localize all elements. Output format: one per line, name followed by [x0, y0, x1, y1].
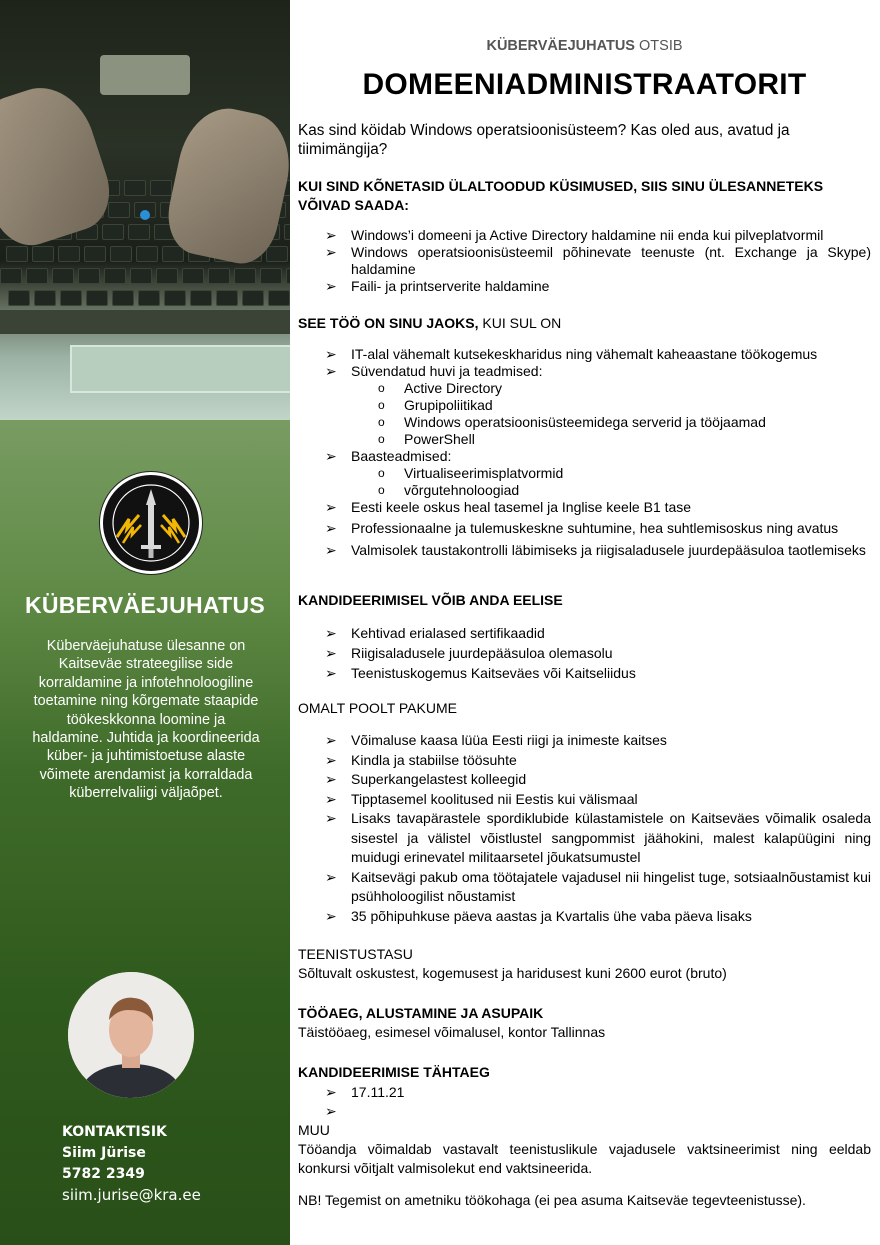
list-item — [298, 520, 871, 537]
right-hand — [161, 100, 290, 270]
contact-avatar — [68, 972, 194, 1098]
keyboard-row — [8, 290, 290, 304]
bullet-arrow-icon: ➢ — [325, 771, 337, 787]
bullet-arrow-icon: ➢ — [325, 278, 337, 294]
bullet-circle-icon: o — [378, 398, 385, 412]
list-item — [298, 643, 871, 663]
sublist-item-text: Grupipoliitikad — [404, 397, 493, 413]
bullet-arrow-icon: ➢ — [325, 520, 337, 536]
requirements-heading — [298, 314, 871, 333]
list-item — [298, 868, 871, 907]
list-item — [298, 227, 871, 244]
list-item-text: Lisaks tavapärastele spordiklubide külastamistele on Kaitseväes võimalik osaleda sisestel ja välistel võistlustel sangpommist jäähokini, malest kalapüügini ning muidugi erinevatel militaarsetel jõukatsumustel — [351, 810, 871, 865]
sublist — [351, 465, 871, 499]
list-item — [298, 448, 871, 499]
list-item-text: Teenistuskogemus Kaitseväes või Kaitseliidus — [351, 665, 636, 681]
deadline-date: 17.11.21 — [351, 1084, 405, 1100]
list-item-text: Valmisolek taustakontrolli läbimiseks ja riigisaladusele juurdepääsuloa taotlemiseks — [351, 542, 866, 558]
laptop-trackpad-reflection — [70, 345, 290, 393]
sidebar — [0, 0, 290, 1245]
list-item — [298, 907, 871, 927]
list-item-text: Süvendatud huvi ja teadmised: — [351, 363, 543, 379]
list-item — [298, 809, 871, 868]
kicker-seeks: OTSIB — [634, 38, 683, 54]
requirements-list — [298, 346, 871, 560]
list-item-text: Tipptasemel koolitused nii Eestis kui välismaal — [351, 790, 638, 807]
touchpad — [100, 55, 190, 95]
sublist-item — [298, 380, 871, 397]
list-item-text: Windows’i domeeni ja Active Directory haldamine nii enda kui pilveplatvormil — [351, 227, 824, 243]
list-item — [298, 751, 871, 771]
other-note: NB! Tegemist on ametniku töökohaga (ei pea asuma Kaitseväe tegevteenistusse). — [298, 1192, 806, 1208]
bullet-arrow-icon: ➢ — [325, 645, 337, 661]
intro-text: Kas sind köidab Windows operatsioonisüsteem? Kas oled aus, avatud ja tiimimängija? — [298, 122, 790, 158]
org-description: Küberväejuhatuse ülesanne on Kaitseväe strateegilise side korraldamine ja infotehnoloogiline toetamine ning kõrgemate staapide töökeskkonna loomine ja haldamine. Juhtida ja koordineerida küber- ja juhtimistoetuse alaste võimete arendamist ja korraldada küberrelvaliigi väljaõpet. — [32, 638, 260, 802]
list-item — [298, 278, 871, 295]
tasks-heading: KUI SIND KÕNETASID ÜLALTOODUD KÜSIMUSED, SIIS SINU ÜLESANNETEKS VÕIVAD SAADA: — [298, 178, 824, 213]
list-item — [298, 363, 871, 448]
list-item — [298, 1083, 871, 1102]
bullet-arrow-icon: ➢ — [325, 732, 337, 748]
bullet-arrow-icon: ➢ — [325, 665, 337, 681]
bullet-arrow-icon: ➢ — [325, 448, 337, 464]
bullet-circle-icon: o — [378, 432, 385, 446]
list-item — [298, 731, 871, 751]
contact-phone: 5782 2349 — [62, 1166, 145, 1182]
offer-list — [298, 731, 871, 926]
bullet-arrow-icon: ➢ — [325, 868, 337, 885]
keyboard-led — [140, 210, 150, 220]
list-item — [298, 623, 871, 643]
requirements-heading-bold: SEE TÖÖ ON SINU JAOKS, — [298, 315, 479, 331]
salary-text: Sõltuvalt oskustest, kogemusest ja haridusest kuni 2600 eurot (bruto) — [298, 965, 727, 981]
sublist — [351, 380, 871, 448]
bullet-arrow-icon: ➢ — [325, 542, 337, 558]
other-heading: MUU — [298, 1122, 330, 1138]
list-item — [298, 790, 871, 810]
bullet-arrow-icon: ➢ — [325, 499, 337, 515]
kicker-org: KÜBERVÄEJUHATUS — [486, 38, 635, 54]
bullet-arrow-icon: ➢ — [325, 363, 337, 379]
list-item-text: Eesti keele oskus heal tasemel ja Inglise keele B1 tase — [351, 499, 692, 515]
list-item-text: Kindla ja stabiilse töösuhte — [351, 751, 517, 768]
worktime-heading: TÖÖAEG, ALUSTAMINE JA ASUPAIK — [298, 1005, 544, 1021]
sublist-item — [298, 397, 871, 414]
bullet-arrow-icon: ➢ — [325, 1084, 337, 1100]
org-title: KÜBERVÄEJUHATUS — [24, 592, 266, 618]
bullet-circle-icon: o — [378, 381, 385, 395]
sublist-item — [298, 465, 871, 482]
bullet-circle-icon: o — [378, 415, 385, 429]
deadline-list — [298, 1083, 871, 1119]
list-item — [298, 541, 871, 560]
contact-block — [62, 1122, 201, 1206]
bullet-arrow-icon: ➢ — [325, 751, 337, 768]
contact-label: KONTAKTISIK — [62, 1124, 167, 1140]
list-item-text: Baasteadmised: — [351, 448, 452, 464]
deadline-heading: KANDIDEERIMISE TÄHTAEG — [298, 1064, 490, 1080]
sublist-item-text: Windows operatsioonisüsteemidega serverid ja tööjaamad — [404, 414, 766, 430]
list-item-text: Professionaalne ja tulemuskeskne suhtumine, hea suhtlemisoskus ning avatus — [351, 520, 839, 536]
sublist-item-text: PowerShell — [404, 431, 475, 447]
sublist-item-text: Virtualiseerimisplatvormid — [404, 465, 564, 481]
contact-email[interactable]: siim.jurise@kra.ee — [62, 1186, 201, 1204]
bullet-arrow-icon: ➢ — [325, 346, 337, 362]
advantages-list — [298, 623, 871, 683]
kicker — [298, 38, 871, 54]
salary-heading: TEENISTUSTASU — [298, 946, 413, 962]
contact-name: Siim Jürise — [62, 1145, 146, 1161]
bullet-arrow-icon: ➢ — [325, 810, 337, 826]
list-item-text: Võimaluse kaasa lüüa Eesti riigi ja inimeste kaitses — [351, 732, 667, 748]
bullet-circle-icon: o — [378, 483, 385, 497]
bullet-circle-icon: o — [378, 466, 385, 480]
list-item — [298, 244, 871, 278]
requirements-heading-rest: KUI SUL ON — [478, 315, 562, 331]
keyboard-row — [0, 268, 290, 282]
cyber-command-emblem — [100, 472, 202, 574]
list-item — [298, 499, 871, 516]
bullet-arrow-icon: ➢ — [325, 907, 337, 924]
list-item — [298, 770, 871, 790]
bullet-arrow-icon: ➢ — [325, 790, 337, 807]
offer-heading: OMALT POOLT PAKUME — [298, 700, 457, 716]
bullet-arrow-icon: ➢ — [325, 227, 337, 243]
sublist-item — [298, 482, 871, 499]
list-item-text: Superkangelastest kolleegid — [351, 771, 527, 787]
laptop-edge — [0, 310, 290, 334]
sublist-item-text: võrgutehnoloogiad — [404, 482, 520, 498]
list-item-text: Kaitsevägi pakub oma töötajatele vajadusel nii hingelist tuge, sotsiaalnõustamist kui psühholoogilist nõustamist — [351, 868, 871, 904]
keyboard-hands-photo — [0, 0, 290, 420]
list-item-text: Kehtivad erialased sertifikaadid — [351, 625, 545, 641]
sublist-item — [298, 431, 871, 448]
sublist-item — [298, 414, 871, 431]
bullet-arrow-icon: ➢ — [325, 1103, 337, 1119]
list-item-text: 35 põhipuhkuse päeva aastas ja Kvartalis ühe vaba päeva lisaks — [351, 907, 752, 924]
list-item — [298, 346, 871, 363]
bullet-arrow-icon: ➢ — [325, 625, 337, 641]
advantages-heading: KANDIDEERIMISEL VÕIB ANDA EELISE — [298, 592, 563, 608]
other-text: Tööandja võimaldab vastavalt teenistuslikule vajadusele vaktsineerimist ning eeldab konkursi võitjalt valmisolekut end vaktsineerida. — [298, 1141, 871, 1176]
list-item-text: Windows operatsioonisüsteemil põhinevate teenuste (nt. Exchange ja Skype) haldamine — [351, 244, 871, 277]
worktime-text: Täistööaeg, esimesel võimalusel, kontor Tallinnas — [298, 1024, 606, 1040]
list-item — [298, 663, 871, 683]
list-item-text: IT-alal vähemalt kutsekeskharidus ning vähemalt kaheaastane töökogemus — [351, 346, 818, 362]
list-item-text: Faili- ja printserverite haldamine — [351, 278, 550, 294]
list-item-text: Riigisaladusele juurdepääsuloa olemasolu — [351, 645, 613, 661]
job-title: DOMEENIADMINISTRAATORIT — [362, 68, 807, 101]
bullet-arrow-icon: ➢ — [325, 244, 337, 260]
tasks-list — [298, 227, 871, 295]
sublist-item-text: Active Directory — [404, 380, 503, 396]
